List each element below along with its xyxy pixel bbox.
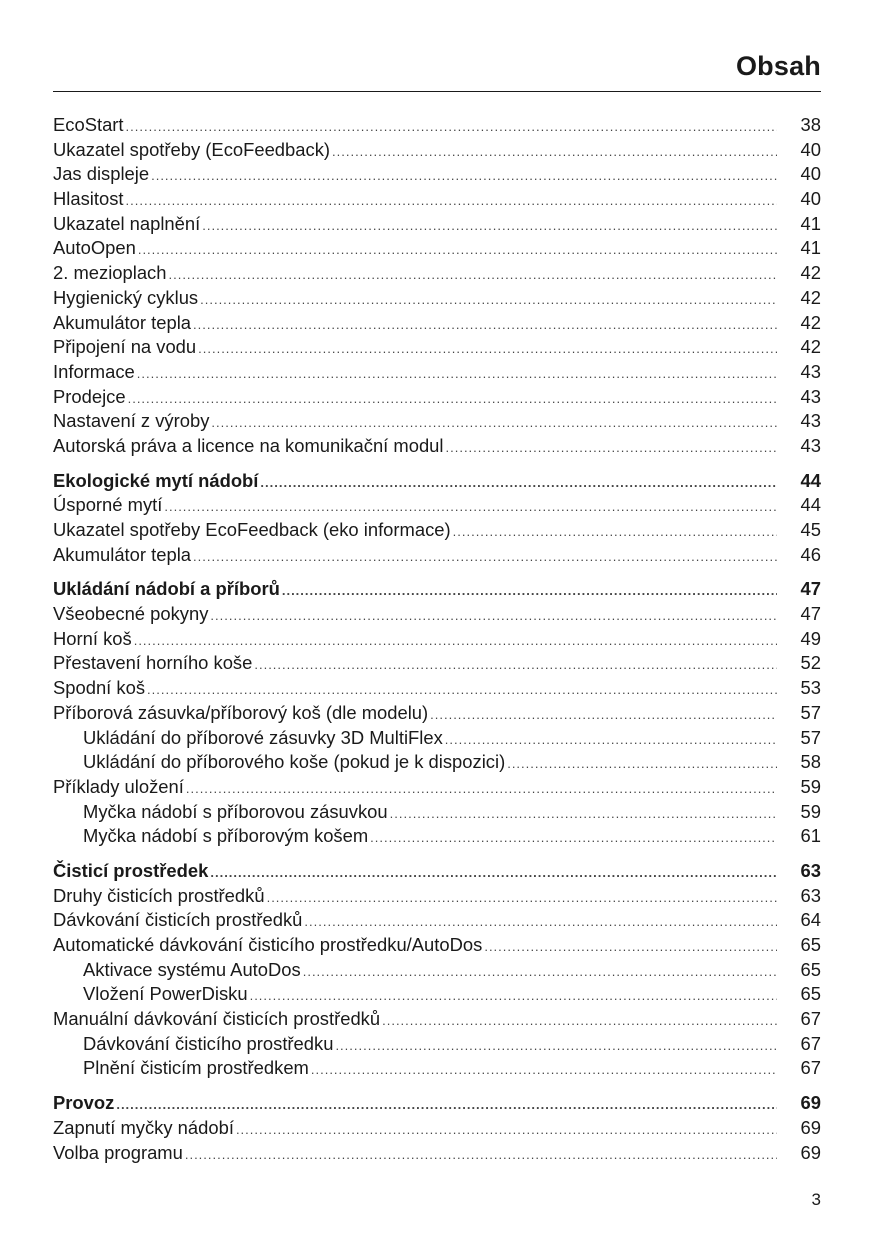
toc-section (53, 113, 821, 459)
toc-entry-title: 2. mezioplach (53, 262, 167, 284)
toc-entry[interactable] (53, 113, 821, 138)
toc-entry[interactable] (53, 543, 821, 568)
toc-entry-page: 38 (800, 114, 821, 135)
toc-entry-title: Dávkování čisticích prostředků (53, 909, 303, 931)
toc-entry[interactable] (53, 518, 821, 543)
toc-entry-page: 42 (800, 286, 821, 308)
dot-leader (382, 1009, 777, 1034)
toc-entry[interactable] (53, 236, 821, 261)
toc-entry[interactable] (53, 1141, 821, 1166)
toc-entry-page: 69 (800, 1116, 821, 1138)
dot-leader (335, 1034, 777, 1059)
dot-leader (453, 520, 777, 545)
dot-leader (138, 238, 777, 263)
dot-leader (151, 164, 777, 189)
toc-chapter-heading[interactable] (53, 859, 821, 884)
toc-entry[interactable] (53, 162, 821, 187)
toc-entry-title: Hygienický cyklus (53, 286, 199, 308)
dot-leader (445, 728, 777, 753)
toc-entry[interactable] (53, 360, 821, 385)
toc-entry-page: 46 (800, 543, 821, 565)
toc-chapter-heading[interactable] (53, 469, 821, 494)
toc-entry-title: Akumulátor tepla (53, 311, 192, 333)
toc-subentry[interactable] (53, 1056, 821, 1081)
toc-entry-title: EcoStart (53, 114, 124, 135)
toc-entry-title: Jas displeje (53, 163, 150, 185)
toc-entry-title: Přestavení horního koše (53, 652, 253, 674)
toc-entry-page: 42 (800, 311, 821, 333)
toc-entry-page: 43 (800, 360, 821, 382)
toc-entry-page: 61 (800, 825, 821, 847)
dot-leader (282, 579, 777, 604)
toc-entry-page: 44 (800, 494, 821, 516)
dot-leader (507, 752, 777, 777)
toc-entry-title: Ukládání do příborové zásuvky 3D MultiFlex (83, 726, 443, 748)
toc-entry[interactable] (53, 335, 821, 360)
toc-entry-title: Akumulátor tepla (53, 543, 192, 565)
toc-subentry[interactable] (53, 800, 821, 825)
toc-entry-title: Aktivace systému AutoDos (83, 958, 301, 980)
toc-chapter-heading[interactable] (53, 1091, 821, 1116)
toc-entry[interactable] (53, 385, 821, 410)
toc-entry-page: 42 (800, 336, 821, 358)
toc-entry-title: Ukazatel naplnění (53, 212, 201, 234)
dot-leader (185, 1143, 777, 1168)
toc-entry-page: 64 (800, 909, 821, 931)
toc-entry-page: 65 (800, 958, 821, 980)
dot-leader (210, 861, 777, 886)
dot-leader (267, 886, 777, 911)
toc-entry[interactable] (53, 434, 821, 459)
dot-leader (193, 313, 777, 338)
toc-entry-title: Ukazatel spotřeby EcoFeedback (eko informace) (53, 519, 451, 540)
dot-leader (193, 545, 777, 570)
toc-entry[interactable] (53, 627, 821, 652)
toc-entry-page: 49 (800, 627, 821, 649)
toc-entry[interactable] (53, 775, 821, 800)
toc-section (53, 577, 821, 849)
dot-leader (198, 337, 777, 362)
toc-entry-page: 47 (800, 603, 821, 625)
toc-entry-title: Zapnutí myčky nádobí (53, 1116, 234, 1138)
toc-subentry[interactable] (53, 750, 821, 775)
dot-leader (134, 629, 777, 654)
toc-entry[interactable] (53, 212, 821, 237)
toc-entry-page: 41 (800, 212, 821, 234)
toc-entry[interactable] (53, 701, 821, 726)
toc-entry-page: 69 (800, 1092, 821, 1114)
page-title: Obsah (735, 51, 821, 81)
dot-leader (137, 362, 777, 387)
toc-entry[interactable] (53, 493, 821, 518)
dot-leader (303, 960, 777, 985)
dot-leader (311, 1058, 777, 1083)
toc-entry-title: Příklady uložení (53, 775, 184, 797)
toc-subentry[interactable] (53, 726, 821, 751)
toc-entry-title: Úsporné mytí (53, 494, 163, 516)
toc-entry-title: Ekologické mytí nádobí (53, 469, 259, 491)
dot-leader (446, 436, 778, 461)
toc-entry[interactable] (53, 602, 821, 627)
toc-section (53, 1091, 821, 1165)
toc-entry-page: 67 (800, 1008, 821, 1030)
toc-entry-page: 59 (800, 775, 821, 797)
toc-entry-title: Automatické dávkování čisticího prostředku/AutoDos (53, 934, 483, 955)
header-divider (53, 91, 821, 92)
dot-leader (211, 411, 777, 436)
toc-entry[interactable] (53, 187, 821, 212)
toc-entry-title: Dávkování čisticího prostředku (83, 1032, 334, 1054)
toc-entry[interactable] (53, 409, 821, 434)
toc-entry-page: 40 (800, 188, 821, 210)
toc-entry-page: 43 (800, 410, 821, 432)
toc-entry-page: 65 (800, 934, 821, 955)
toc-entry-page: 63 (800, 884, 821, 906)
toc-entry-title: Volba programu (53, 1141, 183, 1163)
toc-entry-title: Horní koš (53, 627, 132, 649)
toc-entry-title: Čisticí prostředek (53, 859, 209, 881)
dot-leader (128, 387, 777, 412)
toc-entry-title: Ukládání nádobí a příborů (53, 578, 280, 600)
dot-leader (254, 653, 777, 678)
toc-subentry[interactable] (53, 982, 821, 1007)
toc-entry-page: 67 (800, 1057, 821, 1079)
toc-section (53, 859, 821, 1081)
toc-entry[interactable] (53, 651, 821, 676)
toc-chapter-heading[interactable] (53, 577, 821, 602)
dot-leader (210, 604, 777, 629)
toc-subentry[interactable] (53, 958, 821, 983)
dot-leader (236, 1118, 777, 1143)
toc-entry-page: 40 (800, 138, 821, 160)
toc-entry[interactable] (53, 261, 821, 286)
toc-entry-title: Informace (53, 360, 135, 382)
toc-entry[interactable] (53, 676, 821, 701)
toc-entry-page: 43 (800, 434, 821, 456)
toc-entry-title: Připojení na vodu (53, 336, 197, 358)
toc-entry-page: 47 (800, 578, 821, 600)
toc-entry-title: Spodní koš (53, 677, 146, 699)
toc-entry-page: 59 (800, 800, 821, 822)
dot-leader (430, 703, 777, 728)
toc-entry-title: Druhy čisticích prostředků (53, 884, 265, 906)
toc-entry-title: AutoOpen (53, 237, 136, 259)
toc-entry-title: Příborová zásuvka/příborový koš (dle modelu) (53, 701, 429, 723)
dot-leader (332, 140, 777, 165)
toc-entry-title: Manuální dávkování čisticích prostředků (53, 1008, 381, 1030)
dot-leader (186, 777, 777, 802)
toc-entry-title: Myčka nádobí s příborovým košem (83, 825, 369, 847)
toc-entry-title: Ukládání do příborového koše (pokud je k dispozici) (83, 751, 506, 773)
toc-entry-title: Ukazatel spotřeby (EcoFeedback) (53, 138, 331, 160)
toc-entry-page: 44 (800, 469, 821, 491)
toc-entry[interactable] (53, 138, 821, 163)
toc-entry-page: 57 (800, 701, 821, 723)
dot-leader (304, 910, 777, 935)
toc-entry-title: Hlasitost (53, 188, 124, 210)
toc-entry-title: Nastavení z výroby (53, 410, 210, 432)
dot-leader (147, 678, 777, 703)
toc-entry-page: 53 (800, 677, 821, 699)
toc-entry-title: Myčka nádobí s příborovou zásuvkou (83, 800, 388, 822)
toc-section (53, 469, 821, 568)
toc-entry-title: Prodejce (53, 385, 126, 407)
toc-entry-title: Vložení PowerDisku (83, 983, 248, 1005)
toc-entry-page: 45 (800, 519, 821, 540)
toc-entry[interactable] (53, 933, 821, 958)
toc-entry[interactable] (53, 908, 821, 933)
toc-entry-title: Plnění čisticím prostředkem (83, 1057, 309, 1079)
dot-leader (250, 984, 777, 1009)
table-of-contents (53, 113, 821, 1175)
toc-entry-page: 63 (800, 859, 821, 881)
toc-entry-title: Autorská práva a licence na komunikační modul (53, 434, 444, 456)
toc-entry-page: 42 (800, 262, 821, 284)
toc-entry[interactable] (53, 286, 821, 311)
toc-entry-page: 43 (800, 385, 821, 407)
toc-subentry[interactable] (53, 824, 821, 849)
dot-leader (260, 471, 777, 496)
toc-entry-page: 41 (800, 237, 821, 259)
toc-entry[interactable] (53, 884, 821, 909)
dot-leader (200, 288, 777, 313)
dot-leader (126, 189, 777, 214)
toc-entry-page: 69 (800, 1141, 821, 1163)
page-number: 3 (811, 1190, 821, 1209)
dot-leader (202, 214, 777, 239)
toc-entry-page: 52 (800, 652, 821, 674)
toc-entry-title: Všeobecné pokyny (53, 603, 209, 625)
dot-leader (164, 495, 777, 520)
toc-entry-page: 58 (800, 751, 821, 773)
dot-leader (168, 263, 777, 288)
dot-leader (484, 935, 777, 960)
toc-entry[interactable] (53, 1116, 821, 1141)
toc-entry-page: 67 (800, 1032, 821, 1054)
toc-entry-title: Provoz (53, 1092, 115, 1114)
toc-entry-page: 57 (800, 726, 821, 748)
toc-entry-page: 40 (800, 163, 821, 185)
dot-leader (370, 826, 777, 851)
toc-entry[interactable] (53, 1007, 821, 1032)
dot-leader (390, 802, 777, 827)
toc-entry[interactable] (53, 311, 821, 336)
dot-leader (126, 115, 777, 140)
dot-leader (116, 1093, 777, 1118)
toc-subentry[interactable] (53, 1032, 821, 1057)
toc-entry-page: 65 (800, 983, 821, 1005)
